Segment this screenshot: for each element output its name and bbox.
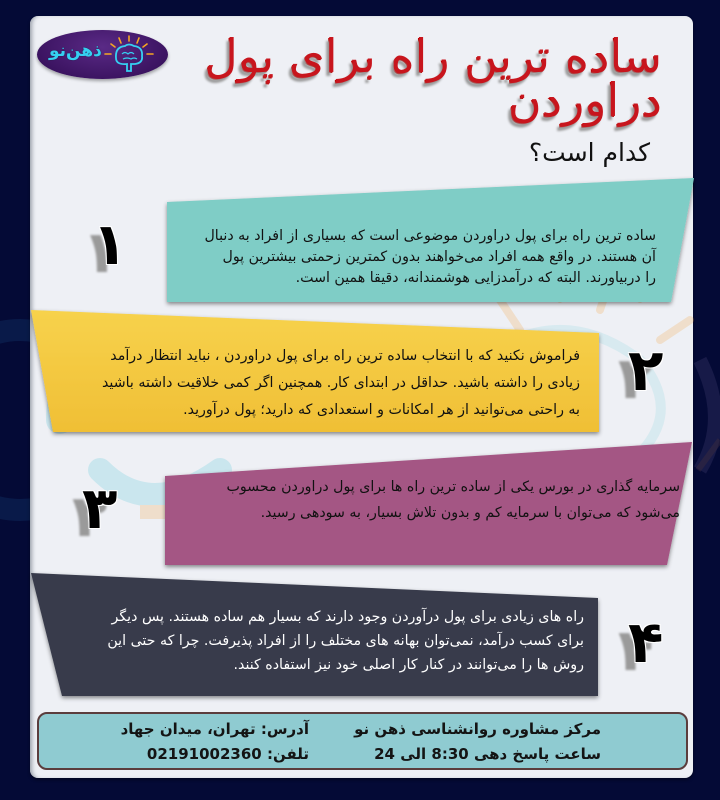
item-text-1 [204, 226, 656, 289]
page-title [202, 29, 662, 127]
center-name: مرکز مشاوره روانشناسی ذهن نو [354, 720, 601, 738]
item-number-1: ۱ [92, 210, 128, 278]
logo-text: ذهن‌نو [49, 41, 102, 61]
address: آدرس: تهران، میدان جهاد [120, 720, 309, 738]
item-4-line: راه های زیادی برای پول درآوردن وجود دارند که بسیار هم ساده هستند. پس دیگر [111, 609, 584, 625]
item-text-4 [107, 605, 584, 677]
item-3-line: می‌شود که می‌توان با سرمایه کم و بدون تلاش بسیار، به سودهی رسید. [260, 505, 680, 521]
contact-footer [37, 712, 688, 770]
item-number-2: ۲ [628, 336, 664, 404]
brain-icon [101, 34, 157, 76]
working-hours: ساعت پاسخ دهی 8:30 الی 24 [374, 745, 601, 763]
item-4-line: برای کسب درآمد، نمی‌توان بهانه های مختلف را از افراد پذیرفت. چرا که حتی این [107, 633, 584, 649]
phone-number[interactable]: تلفن: 02191002360 [146, 745, 309, 763]
item-2-line: به راحتی می‌توانید از هر امکانات و استعدادی که دارید؛ پول درآورید. [183, 402, 580, 418]
item-4-line: روش ها را می‌توانند در کنار کار اصلی خود نیز استفاده کنند. [233, 657, 584, 673]
item-1-line: آن هستند. در واقع همه افراد می‌خواهند بدون کمترین زحمتی بیشترین پول [222, 249, 656, 265]
title-line-2: دراوردن [507, 73, 662, 127]
item-2-line: فراموش نکنید که با انتخاب ساده ترین راه برای پول دراوردن ، نباید انتظار درآمد [110, 348, 580, 364]
item-1-line: ساده ترین راه برای پول دراوردن موضوعی است که بسیاری از افراد به دنبال [204, 228, 656, 244]
item-2-line: زیادی را داشته باشید. حداقل در ابتدای کار. همچنین اگر کمی خلاقیت داشته باشید [101, 375, 580, 391]
item-text-2 [102, 343, 580, 424]
item-1-line: را دربیاورند. البته که درآمدزایی هوشمندانه، دقیقا همین است. [295, 270, 656, 286]
brand-logo[interactable] [37, 30, 168, 79]
item-3-line: سرمایه گذاری در بورس یکی از ساده ترین راه ها برای پول دراوردن محسوب [226, 479, 680, 495]
item-number-3: ۳ [82, 474, 118, 542]
page-subtitle: کدام است؟ [528, 138, 650, 167]
title-line-1: ساده ترین راه برای پول [204, 29, 662, 83]
item-text-3 [226, 474, 680, 526]
item-number-4: ۴ [628, 608, 664, 676]
